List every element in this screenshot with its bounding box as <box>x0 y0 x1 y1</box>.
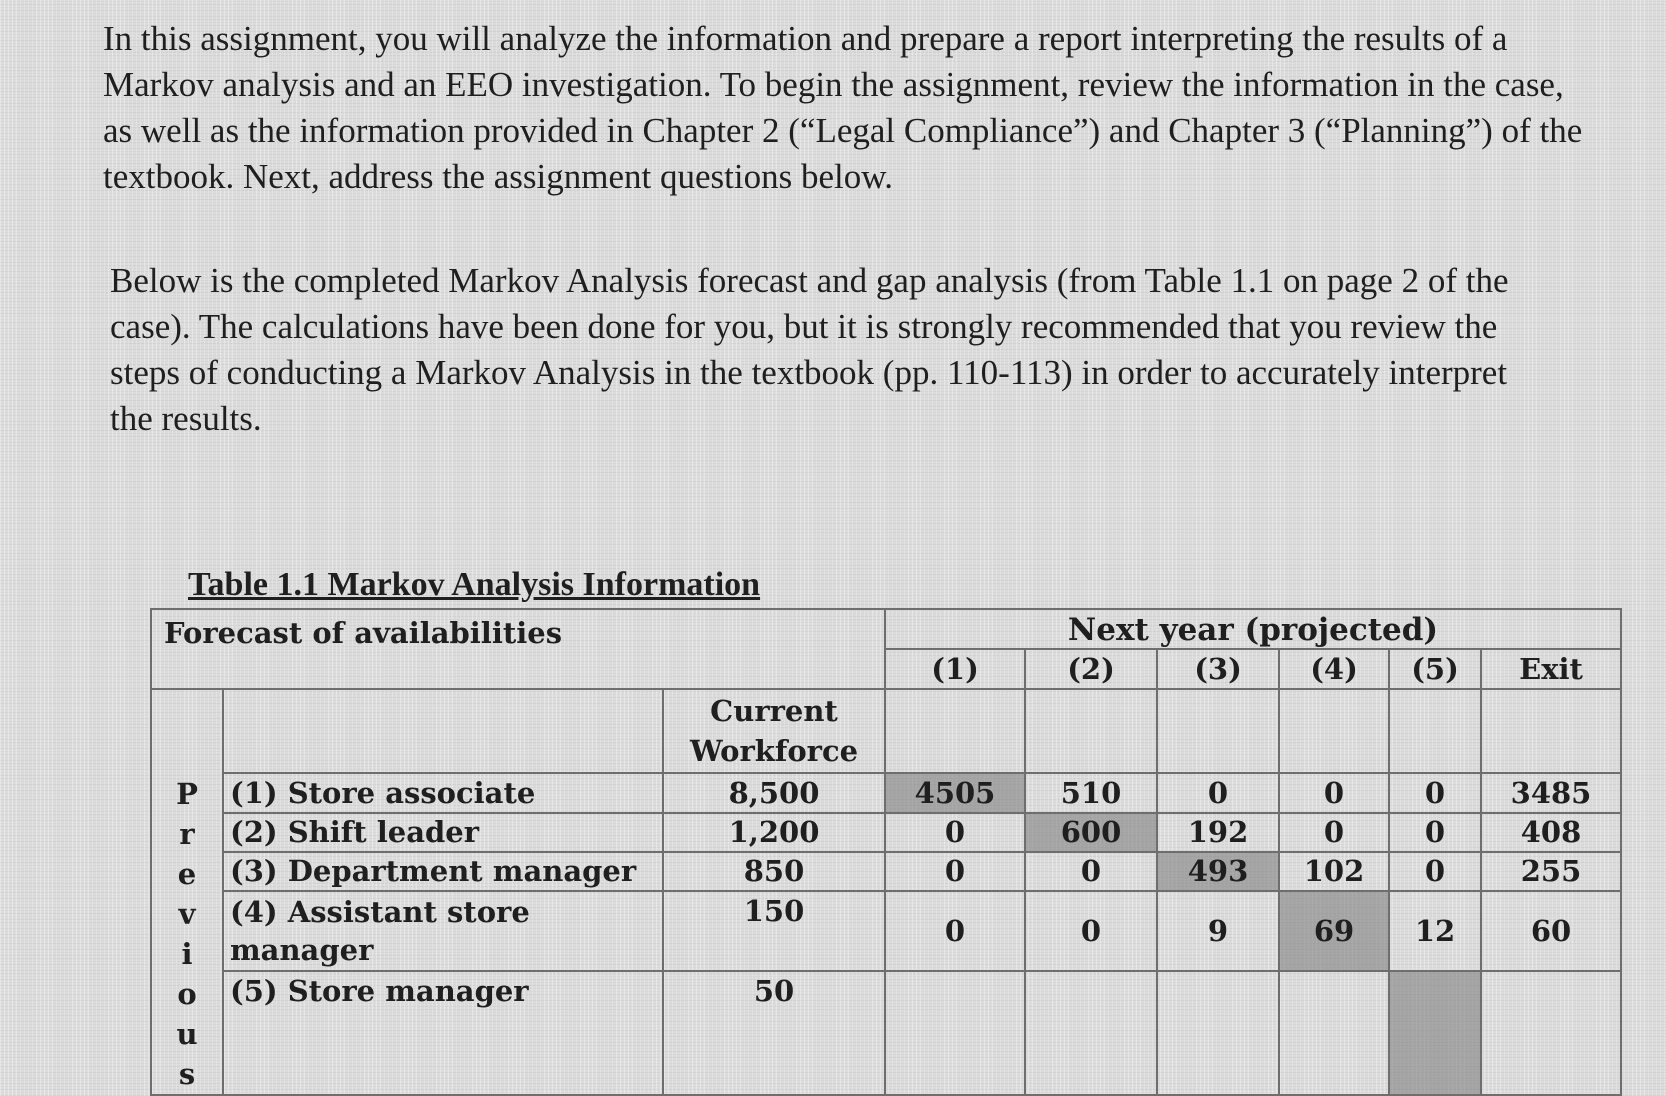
previous-letter: e <box>177 857 197 891</box>
current-workforce-header <box>663 689 885 773</box>
cell-value: 9 <box>1157 891 1279 971</box>
markov-instructions-paragraph: Below is the completed Markov Analysis forecast and gap analysis (from Table 1.1 on page 2 of the case). The calculations have been done for you, but it is strongly recommended that you review the steps of conducting a Markov Analysis in the textbook (pp. 110-113) in order to accurately interpret the results. <box>110 261 1509 438</box>
row-label: (2) Shift leader <box>223 813 663 852</box>
row-label-line1: (4) Assistant store <box>230 895 530 930</box>
table-row <box>151 971 1621 1095</box>
column-header-5: (5) <box>1389 649 1481 689</box>
cell-value <box>1481 971 1621 1095</box>
column-header-4: (4) <box>1279 649 1389 689</box>
intro-paragraph: In this assignment, you will analyze the information and prepare a report interpreting the results of a Markov analysis and an EEO investigation. To begin the assignment, review the information in the case, as well as the information provided in Chapter 2 (“Legal Compliance”) and Chapter 3 (“Planning”) of the textbook. Next, address the assignment questions below. <box>103 19 1583 196</box>
column-header-3: (3) <box>1157 649 1279 689</box>
cell-value <box>1279 971 1389 1095</box>
cell-value: 69 <box>1279 891 1389 971</box>
cell-value <box>1025 971 1157 1095</box>
next-year-header: Next year (projected) <box>885 609 1621 649</box>
previous-letter: P <box>176 777 198 811</box>
current-workforce-value: 50 <box>663 971 885 1095</box>
row-label <box>223 891 663 971</box>
current-workforce-value: 1,200 <box>663 813 885 852</box>
row-label: (3) Department manager <box>223 852 663 891</box>
current-workforce-value: 8,500 <box>663 773 885 812</box>
cell-value: 0 <box>1389 813 1481 852</box>
cell-value: 102 <box>1279 852 1389 891</box>
cell-value: 0 <box>1157 773 1279 812</box>
previous-letter: s <box>178 1057 196 1091</box>
table-row <box>151 891 1621 971</box>
cell-value: 0 <box>885 852 1025 891</box>
cell-value: 510 <box>1025 773 1157 812</box>
previous-letter: r <box>179 817 195 851</box>
previous-letter: v <box>178 897 196 931</box>
current-workforce-line1: Current <box>710 694 838 729</box>
column-header-1: (1) <box>885 649 1025 689</box>
cell-value: 0 <box>1025 852 1157 891</box>
cell-value: 493 <box>1157 852 1279 891</box>
cell-value: 60 <box>1481 891 1621 971</box>
previous-vertical-label <box>151 689 223 1095</box>
cell-value: 192 <box>1157 813 1279 852</box>
cell-value: 600 <box>1025 813 1157 852</box>
row-label-line2: manager <box>230 933 374 968</box>
cell-value: 408 <box>1481 813 1621 852</box>
vertical-spacer <box>158 698 216 774</box>
cell-value: 4505 <box>885 773 1025 812</box>
cell-value <box>885 971 1025 1095</box>
current-workforce-value: 850 <box>663 852 885 891</box>
empty-header-cell <box>223 689 663 773</box>
cell-value: 12 <box>1389 891 1481 971</box>
cell-value: 0 <box>885 891 1025 971</box>
table-caption: Table 1.1 Markov Analysis Information <box>188 566 761 603</box>
cell-value: 0 <box>1279 813 1389 852</box>
cell-value: 0 <box>1389 773 1481 812</box>
cell-value: 0 <box>1025 891 1157 971</box>
markov-analysis-table <box>150 608 1622 1096</box>
cell-value <box>1389 971 1481 1095</box>
row-label: (5) Store manager <box>223 971 663 1095</box>
previous-letter: u <box>176 1017 198 1051</box>
forecast-section-label: Forecast of availabilities <box>151 609 885 689</box>
cell-value: 0 <box>1279 773 1389 812</box>
column-header-exit: Exit <box>1481 649 1621 689</box>
previous-letter: i <box>181 937 193 971</box>
previous-letter: o <box>177 977 197 1011</box>
cell-value: 0 <box>885 813 1025 852</box>
row-label: (1) Store associate <box>223 773 663 812</box>
table-row <box>151 813 1621 852</box>
table-row <box>151 773 1621 812</box>
current-workforce-line2: Workforce <box>689 734 859 769</box>
cell-value: 255 <box>1481 852 1621 891</box>
cell-value <box>1157 971 1279 1095</box>
column-header-2: (2) <box>1025 649 1157 689</box>
current-workforce-value: 150 <box>663 891 885 971</box>
cell-value: 0 <box>1389 852 1481 891</box>
table-row <box>151 852 1621 891</box>
cell-value: 3485 <box>1481 773 1621 812</box>
